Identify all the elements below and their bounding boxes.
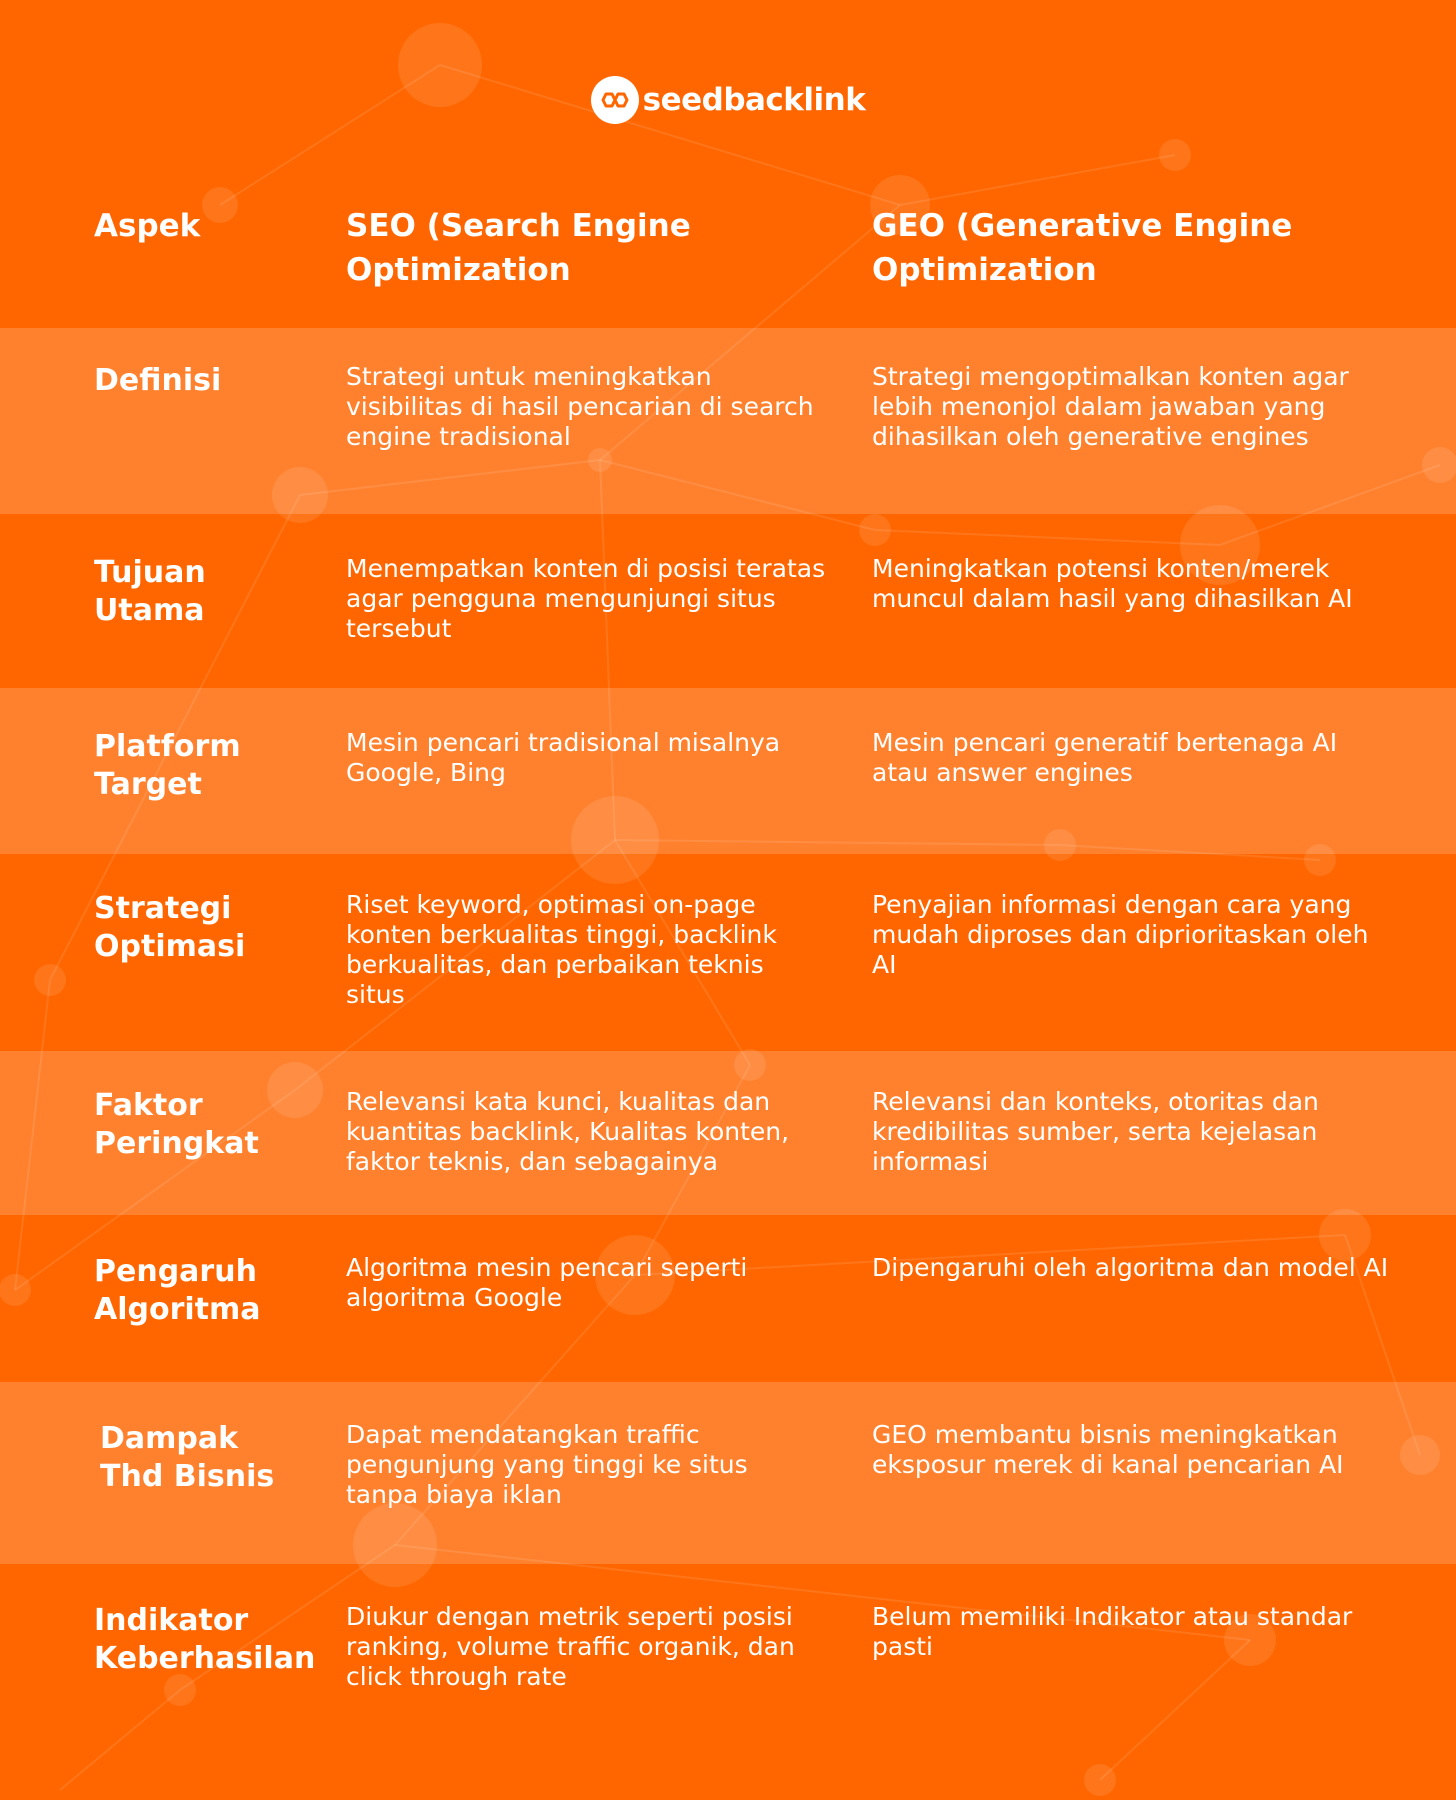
header-aspect: Aspek (94, 208, 201, 244)
row-seo-text: Strategi untuk meningkatkan visibilitas di hasil pencarian di search engine tradisional (346, 362, 814, 451)
row-geo-text: Belum memiliki Indikator atau standar pasti (872, 1602, 1353, 1661)
brand-name: seedbacklink (642, 82, 866, 118)
row-aspect-label: Platform Target (94, 729, 241, 802)
row-geo-text: Relevansi dan konteks, otoritas dan kredibilitas sumber, serta kejelasan informasi (872, 1087, 1319, 1176)
header-seo: SEO (Search Engine Optimization (346, 208, 691, 288)
seedbacklink-logo-icon (591, 76, 639, 124)
table-row-tujuan-utama (0, 514, 1456, 688)
row-aspect-label: Strategi Optimasi (94, 891, 246, 964)
table-row-strategi-optimasi (0, 854, 1456, 1051)
row-aspect-label: Pengaruh Algoritma (94, 1254, 261, 1327)
brand-logo (0, 76, 1456, 124)
row-seo-text: Diukur dengan metrik seperti posisi ranking, volume traffic organik, dan click through rate (346, 1602, 795, 1691)
row-geo-text: Mesin pencari generatif bertenaga AI atau answer engines (872, 728, 1338, 787)
row-geo-text: GEO membantu bisnis meningkatkan eksposur merek di kanal pencarian AI (872, 1420, 1344, 1479)
row-aspect-label: Dampak Thd Bisnis (100, 1421, 275, 1494)
table-row-pengaruh-algoritma (0, 1215, 1456, 1382)
header-geo: GEO (Generative Engine Optimization (872, 208, 1293, 288)
row-seo-text: Menempatkan konten di posisi teratas agar pengguna mengunjungi situs tersebut (346, 554, 826, 643)
row-aspect-label: Tujuan Utama (94, 555, 206, 628)
row-seo-text: Relevansi kata kunci, kualitas dan kuantitas backlink, Kualitas konten, faktor teknis, dan sebagainya (346, 1087, 790, 1176)
row-aspect-label: Definisi (94, 363, 222, 398)
row-geo-text: Meningkatkan potensi konten/merek muncul dalam hasil yang dihasilkan AI (872, 554, 1353, 613)
row-geo-text: Penyajian informasi dengan cara yang mudah diproses dan diprioritaskan oleh AI (872, 890, 1369, 979)
row-seo-text: Dapat mendatangkan traffic pengunjung yang tinggi ke situs tanpa biaya iklan (346, 1420, 748, 1509)
row-aspect-label: Indikator Keberhasilan (94, 1603, 316, 1676)
row-aspect-label: Faktor Peringkat (94, 1088, 259, 1161)
row-geo-text: Strategi mengoptimalkan konten agar lebih menonjol dalam jawaban yang dihasilkan oleh generative engines (872, 362, 1349, 451)
table-row-definisi (0, 328, 1456, 514)
row-geo-text: Dipengaruhi oleh algoritma dan model AI (872, 1253, 1389, 1282)
comparison-table (0, 188, 1456, 1748)
table-row-faktor-peringkat (0, 1051, 1456, 1215)
table-row-platform-target (0, 688, 1456, 854)
table-row-indikator-keberhasilan (0, 1564, 1456, 1748)
row-seo-text: Algoritma mesin pencari seperti algoritma Google (346, 1253, 748, 1312)
row-seo-text: Mesin pencari tradisional misalnya Google, Bing (346, 728, 781, 787)
table-header-row (0, 188, 1456, 328)
row-seo-text: Riset keyword, optimasi on-page konten berkualitas tinggi, backlink berkualitas, dan perbaikan teknis situs (346, 890, 777, 1009)
table-row-dampak-bisnis (0, 1382, 1456, 1564)
